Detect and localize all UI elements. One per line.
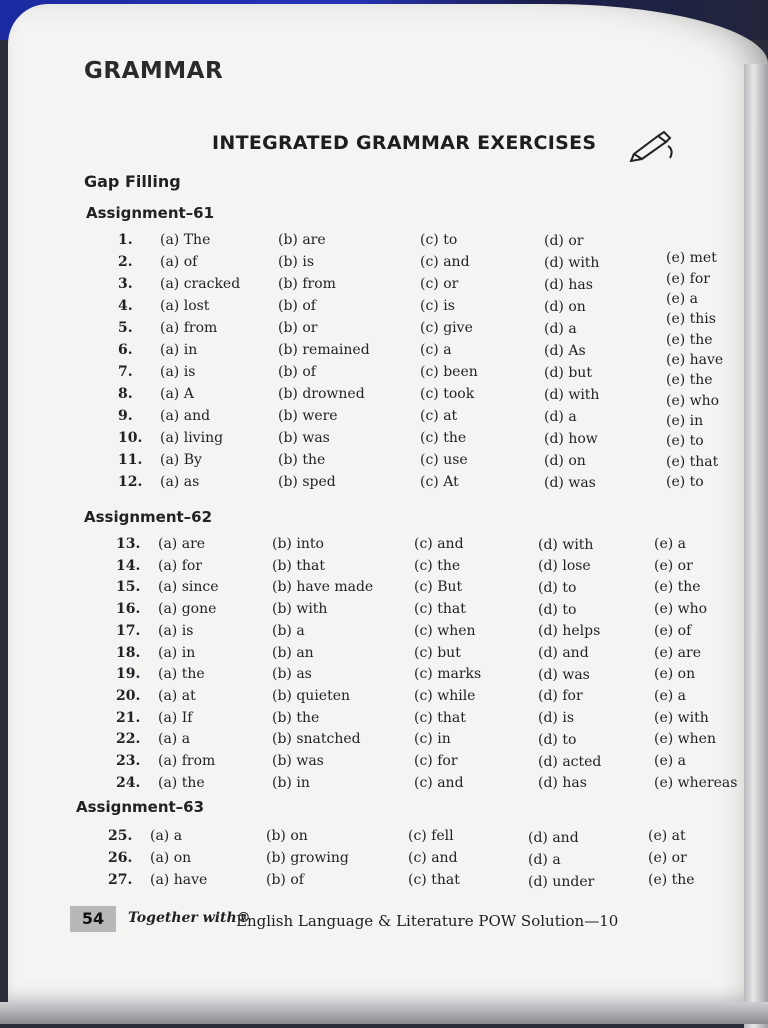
option-b: (b) have made [272, 579, 374, 596]
section-heading: GRAMMAR [84, 58, 224, 84]
option-c: (c) that [414, 601, 466, 618]
option-d: (d) has [538, 775, 587, 792]
option-c: (c) while [414, 687, 476, 704]
option-b: (b) remained [278, 342, 370, 358]
option-e: (e) who [654, 601, 708, 618]
option-a: (a) lost [160, 298, 210, 314]
question-number: 17. [116, 622, 141, 639]
option-e: (e) of [654, 622, 692, 639]
option-e: (e) in [666, 413, 704, 430]
option-e: (e) with [654, 709, 709, 726]
option-d: (d) was [538, 666, 590, 683]
option-b: (b) growing [266, 850, 349, 866]
option-c: (c) is [420, 298, 455, 314]
option-e: (e) or [654, 557, 693, 574]
option-c: (c) that [414, 709, 466, 726]
option-a: (a) living [160, 430, 224, 446]
assignment-heading: Assignment–61 [86, 204, 215, 222]
option-b: (b) of [266, 872, 304, 888]
option-c: (c) been [420, 364, 478, 380]
question-number: 25. [108, 828, 133, 844]
option-d: (d) or [544, 232, 584, 249]
option-d: (d) As [544, 342, 586, 359]
option-c: (c) the [420, 430, 467, 446]
brand-logo: Together with® [128, 910, 251, 926]
question-number: 26. [108, 850, 133, 866]
option-b: (b) into [272, 536, 324, 552]
option-a: (a) for [158, 557, 203, 574]
option-d: (d) on [544, 298, 586, 315]
option-b: (b) quieten [272, 687, 351, 704]
option-b: (b) are [278, 232, 326, 248]
option-d: (d) with [538, 536, 594, 553]
option-d: (d) to [538, 579, 577, 596]
option-b: (b) is [278, 254, 314, 270]
question-number: 12. [118, 474, 143, 490]
option-c: (c) use [420, 452, 468, 468]
option-d: (d) with [544, 254, 600, 271]
question-number: 15. [116, 579, 141, 596]
option-b: (b) of [278, 364, 316, 380]
option-e: (e) whereas [654, 774, 738, 791]
question-number: 13. [116, 536, 141, 552]
question-number: 24. [116, 774, 141, 791]
question-number: 16. [116, 601, 141, 618]
option-c: (c) for [414, 753, 458, 769]
option-e: (e) on [654, 666, 696, 683]
option-d: (d) on [544, 452, 586, 469]
option-a: (a) The [160, 232, 211, 248]
option-c: (c) when [414, 622, 476, 639]
option-c: (c) But [414, 579, 463, 596]
option-b: (b) the [272, 709, 320, 726]
question-number: 10. [118, 430, 143, 446]
option-d: (d) was [544, 474, 596, 491]
question-number: 18. [116, 644, 141, 661]
option-b: (b) were [278, 408, 338, 424]
page-edge [744, 64, 768, 1028]
question-number: 2. [118, 254, 133, 270]
option-a: (a) of [160, 254, 198, 270]
option-b: (b) snatched [272, 731, 361, 748]
option-a: (a) as [160, 474, 200, 490]
option-c: (c) the [414, 557, 461, 574]
option-e: (e) to [666, 474, 704, 490]
question-number: 11. [118, 452, 143, 468]
page-title: INTEGRATED GRAMMAR EXERCISES [212, 132, 597, 154]
option-c: (c) and [420, 254, 470, 270]
assignment-heading: Assignment–63 [76, 798, 205, 816]
option-c: (c) took [420, 386, 475, 402]
option-b: (b) from [278, 276, 336, 292]
option-e: (e) this [666, 311, 716, 328]
question-number: 22. [116, 731, 141, 748]
question-number: 7. [118, 364, 133, 380]
question-number: 3. [118, 276, 133, 292]
option-d: (d) how [544, 430, 598, 447]
option-c: (c) marks [414, 666, 482, 683]
option-a: (a) is [160, 364, 196, 380]
option-c: (c) and [408, 850, 458, 866]
page-number: 54 [70, 906, 116, 932]
option-a: (a) and [160, 408, 211, 424]
option-a: (a) If [158, 709, 193, 726]
question-number: 9. [118, 408, 133, 424]
option-e: (e) to [666, 433, 704, 450]
option-a: (a) on [150, 850, 192, 866]
option-b: (b) that [272, 557, 325, 574]
option-d: (d) lose [538, 558, 591, 575]
option-d: (d) and [538, 645, 589, 661]
option-d: (d) but [544, 364, 592, 381]
option-d: (d) acted [538, 753, 602, 770]
option-d: (d) helps [538, 623, 601, 640]
option-c: (c) give [420, 320, 473, 336]
option-c: (c) fell [408, 828, 454, 844]
option-a: (a) a [158, 731, 191, 748]
option-e: (e) at [648, 828, 686, 844]
option-b: (b) was [278, 430, 330, 446]
page-stack-bottom [0, 1002, 768, 1024]
option-b: (b) was [272, 753, 324, 769]
option-b: (b) drowned [278, 386, 365, 402]
option-d: (d) for [538, 688, 583, 705]
option-d: (d) and [528, 829, 579, 846]
option-b: (b) as [272, 666, 312, 683]
option-c: (c) or [420, 276, 459, 292]
option-a: (a) the [158, 774, 205, 791]
option-d: (d) is [538, 710, 574, 727]
option-e: (e) a [654, 687, 687, 704]
subsection-heading: Gap Filling [84, 172, 181, 191]
option-b: (b) an [272, 644, 314, 661]
option-a: (a) cracked [160, 276, 241, 292]
option-d: (d) to [538, 601, 577, 618]
option-e: (e) a [654, 753, 687, 769]
option-d: (d) under [528, 873, 595, 890]
option-c: (c) in [414, 731, 451, 748]
option-a: (a) a [150, 828, 183, 844]
option-b: (b) on [266, 828, 308, 844]
question-number: 19. [116, 666, 141, 683]
option-e: (e) who [666, 392, 720, 409]
option-a: (a) the [158, 666, 205, 683]
option-e: (e) or [648, 850, 687, 866]
option-a: (a) from [160, 320, 218, 336]
option-e: (e) met [666, 250, 717, 267]
option-d: (d) a [544, 320, 577, 337]
option-a: (a) from [158, 753, 216, 769]
option-d: (d) with [544, 386, 600, 403]
option-b: (b) or [278, 320, 318, 336]
option-c: (c) a [420, 342, 452, 358]
option-e: (e) the [648, 872, 695, 888]
option-e: (e) have [666, 352, 724, 369]
option-a: (a) is [158, 622, 194, 639]
question-number: 4. [118, 298, 133, 314]
option-b: (b) with [272, 601, 328, 618]
question-number: 8. [118, 386, 133, 402]
option-a: (a) in [160, 342, 198, 358]
assignment-heading: Assignment–62 [84, 508, 213, 526]
option-d: (d) a [544, 408, 577, 425]
option-c: (c) to [420, 232, 458, 248]
option-d: (d) has [544, 276, 593, 293]
option-e: (e) the [654, 579, 701, 596]
question-number: 21. [116, 709, 141, 726]
question-number: 14. [116, 557, 141, 574]
option-d: (d) to [538, 731, 577, 748]
question-number: 27. [108, 872, 133, 888]
option-c: (c) and [414, 774, 464, 791]
option-a: (a) gone [158, 601, 217, 618]
option-b: (b) sped [278, 474, 336, 490]
option-e: (e) a [666, 291, 699, 308]
option-a: (a) in [158, 644, 196, 661]
option-a: (a) have [150, 872, 208, 888]
option-e: (e) for [666, 270, 710, 287]
option-b: (b) the [278, 452, 326, 468]
option-e: (e) when [654, 731, 716, 748]
option-a: (a) at [158, 687, 196, 704]
option-b: (b) of [278, 298, 316, 314]
question-number: 1. [118, 232, 133, 248]
question-number: 5. [118, 320, 133, 336]
option-a: (a) are [158, 536, 206, 552]
option-c: (c) but [414, 644, 461, 661]
option-a: (a) since [158, 579, 219, 596]
option-b: (b) in [272, 774, 310, 791]
option-e: (e) are [654, 644, 701, 661]
footer-title: English Language & Literature POW Solution—10 [236, 912, 619, 930]
option-e: (e) a [654, 536, 687, 552]
option-c: (c) At [420, 474, 459, 490]
option-a: (a) A [160, 386, 194, 402]
option-a: (a) By [160, 452, 202, 468]
question-number: 6. [118, 342, 133, 358]
option-b: (b) a [272, 622, 305, 639]
option-c: (c) that [408, 872, 460, 888]
option-e: (e) the [666, 372, 713, 389]
question-number: 20. [116, 687, 141, 704]
option-e: (e) that [666, 453, 719, 470]
option-c: (c) and [414, 536, 464, 552]
option-e: (e) the [666, 331, 713, 348]
question-number: 23. [116, 753, 141, 769]
pen-writing-icon [628, 128, 676, 162]
option-c: (c) at [420, 408, 458, 424]
option-d: (d) a [528, 851, 561, 868]
